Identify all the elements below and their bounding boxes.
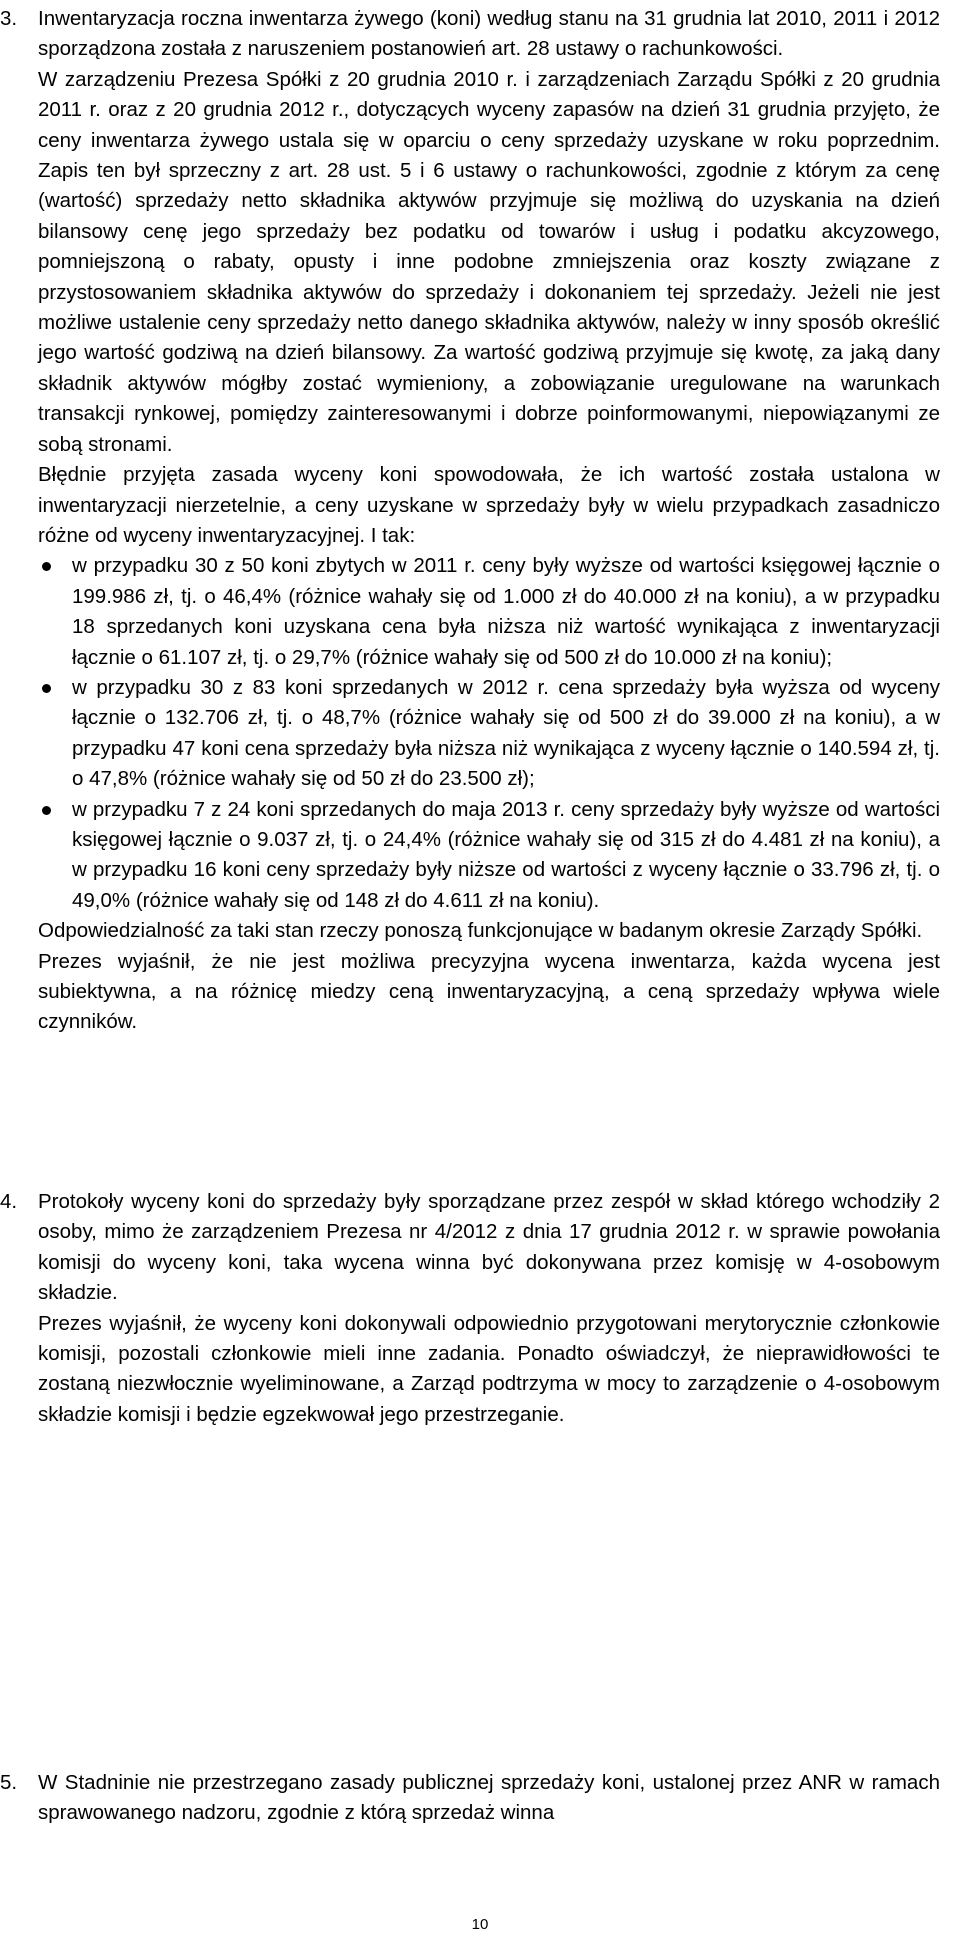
- bullet-list: [38, 551, 940, 916]
- bullet-icon: [42, 562, 51, 571]
- list-item: [38, 795, 940, 917]
- page-number: 10: [471, 1916, 489, 1933]
- paragraph: Inwentaryzacja roczna inwentarza żywego (koni) według stanu na 31 grudnia lat 2010, 2011 i 2012 sporządzona została z naruszeniem postanowień art. 28 ustawy o rachunkowości.: [38, 7, 940, 61]
- paragraph: Błędnie przyjęta zasada wyceny koni spowodowała, że ich wartość została ustalona w inwentaryzacji nierzetelnie, a ceny uzyskane w sprzedaży były w wielu przypadkach zasadniczo różne od wyceny inwentaryzacyjnej. I tak:: [38, 463, 940, 547]
- section-item-5: [0, 1768, 940, 1829]
- paragraph: W zarządzeniu Prezesa Spółki z 20 grudnia 2010 r. i zarządzeniach Zarządu Spółki z 20 grudnia 2011 r. oraz z 20 grudnia 2012 r., dotyczących wyceny zapasów na dzień 31 grudnia przyjęto, że ceny inwentarza żywego ustala się w oparciu o ceny sprzedaży uzyskane w roku poprzednim. Zapis ten był sprzeczny z art. 28 ust. 5 i 6 ustawy o rachunkowości, zgodnie z którym za cenę (wartość) sprzedaży netto składnika aktywów przyjmuje się możliwą do uzyskania na dzień bilansowy cenę jego sprzedaży bez podatku od towarów i usług i podatku akcyzowego, pomniejszoną o rabaty, opusty i inne podobne zmniejszenia oraz koszty związane z przystosowaniem składnika aktywów do sprzedaży i dokonaniem tej sprzedaży. Jeżeli nie jest możliwe ustalenie ceny sprzedaży netto danego składnika aktywów, należy w inny sposób określić jego wartość godziwą na dzień bilansowy. Za wartość godziwą przyjmuje się kwotę, za jaką dany składnik aktywów mógłby zostać wymieniony, a zobowiązanie uregulowane na warunkach transakcji rynkowej, pomiędzy zainteresowanymi i dobrze poinformowanymi, niepowiązanymi ze sobą stronami.: [38, 67, 940, 456]
- paragraph: Protokoły wyceny koni do sprzedaży były sporządzane przez zespół w skład którego wchodziły 2 osoby, mimo że zarządzeniem Prezesa nr 4/2012 z dnia 17 grudnia 2012 r. w sprawie powołania komisji do wyceny koni, taka wycena winna być dokonywana przez komisję w 4-osobowym składzie.: [38, 1190, 940, 1305]
- list-item-text: w przypadku 30 z 83 koni sprzedanych w 2012 r. cena sprzedaży była wyższa od wyceny łącznie o 132.706 zł, tj. o 48,7% (różnice wahały się od 500 zł do 39.000 zł na koniu), a w przypadku 47 koni cena sprzedaży była niższa niż wynikająca z wyceny łącznie o 140.594 zł, tj. o 47,8% (różnice wahały się od 50 zł do 23.500 zł);: [72, 675, 940, 791]
- item-number: 4.: [0, 1190, 18, 1213]
- list-item-text: w przypadku 30 z 50 koni zbytych w 2011 r. ceny były wyższe od wartości księgowej łącznie o 199.986 zł, tj. o 46,4% (różnice wahały się od 1.000 zł do 40.000 zł na koniu), a w przypadku 18 sprzedanych koni uzyskana cena była niższa niż wartość wynikająca z inwentaryzacji łącznie o 61.107 zł, tj. o 29,7% (różnice wahały się od 500 zł do 10.000 zł na koniu);: [72, 554, 940, 669]
- section-item-3: [0, 4, 940, 1038]
- item-number: 5.: [0, 1771, 18, 1794]
- bullet-icon: [42, 806, 51, 815]
- item-number: 3.: [0, 7, 18, 30]
- paragraph: Prezes wyjaśnił, że wyceny koni dokonywali odpowiednio przygotowani merytorycznie członkowie komisji, pozostali członkowie mieli inne zadania. Ponadto oświadczył, że nieprawidłowości te zostaną niezwłocznie wyeliminowane, a Zarząd podtrzyma w mocy to zarządzenie o 4-osobowym składzie komisji i będzie egzekwował jego przestrzeganie.: [38, 1311, 940, 1426]
- paragraph: Odpowiedzialność za taki stan rzeczy ponoszą funkcjonujące w badanym okresie Zarządy Spółki.: [38, 919, 923, 943]
- list-item-text: w przypadku 7 z 24 koni sprzedanych do maja 2013 r. ceny sprzedaży były wyższe od wartości księgowej łącznie o 9.037 zł, tj. o 24,4% (różnice wahały się od 315 zł do 4.481 zł na koniu), a w przypadku 16 koni ceny sprzedaży były niższe od wartości z wyceny łącznie o 33.796 zł, tj. o 49,0% (różnice wahały się od 148 zł do 4.611 zł na koniu).: [72, 797, 940, 912]
- item-body: [38, 4, 940, 1038]
- item-body: [38, 1768, 940, 1829]
- paragraph: Prezes wyjaśnił, że nie jest możliwa precyzyjna wycena inwentarza, każda wycena jest subiektywna, a na różnicę miedzy ceną inwentaryzacyjną, a ceną sprzedaży wpływa wiele czynników.: [38, 949, 940, 1034]
- section-item-4: [0, 1187, 940, 1430]
- list-item: [38, 673, 940, 795]
- list-item: [38, 551, 940, 673]
- bullet-icon: [42, 684, 51, 693]
- paragraph: W Stadninie nie przestrzegano zasady publicznej sprzedaży koni, ustalonej przez ANR w ramach sprawowanego nadzoru, zgodnie z którą sprzedaż winna: [38, 1771, 940, 1825]
- item-body: [38, 1187, 940, 1430]
